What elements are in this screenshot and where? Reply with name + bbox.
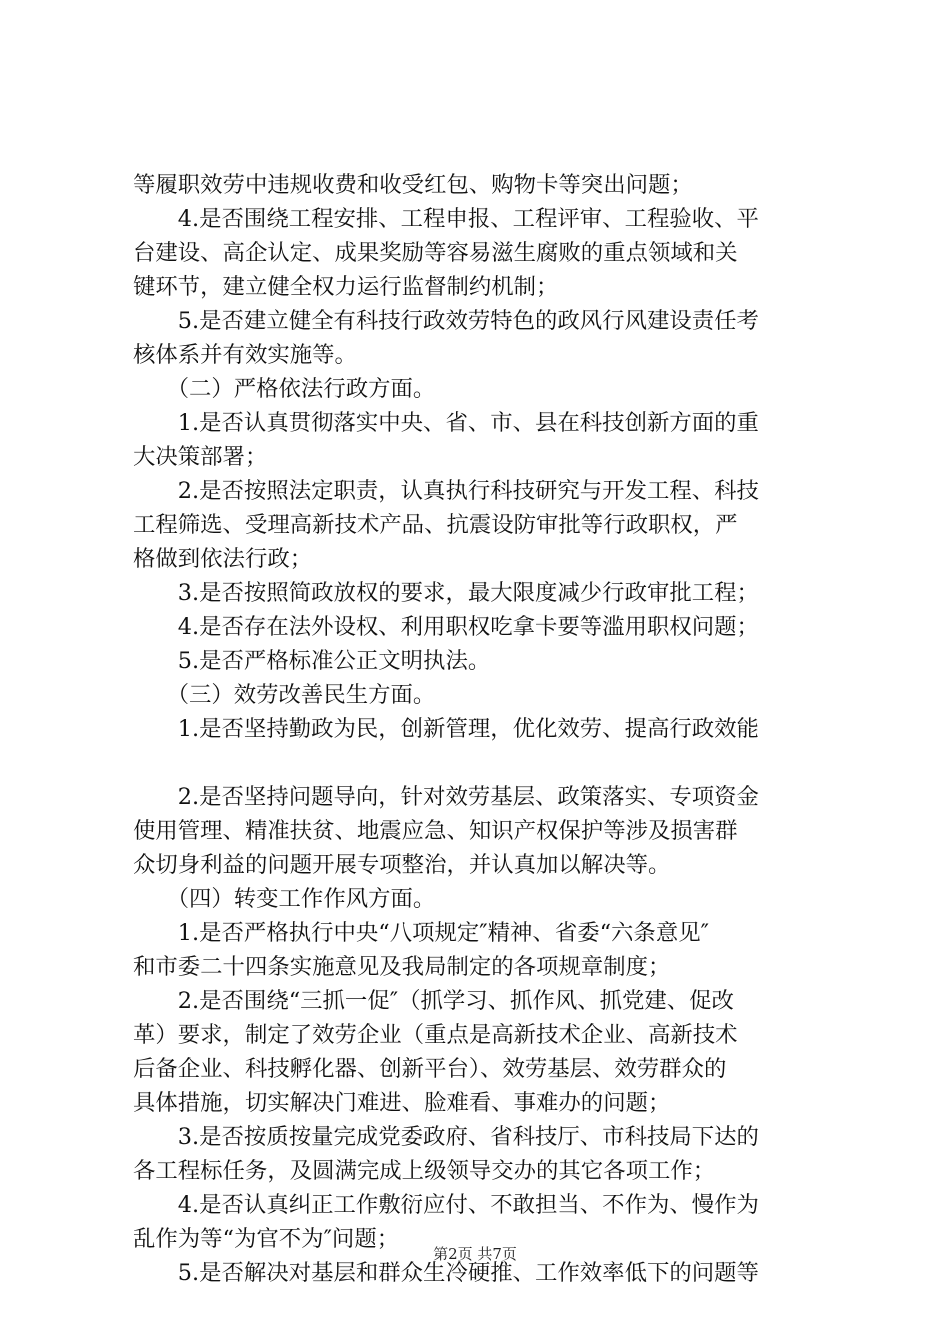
text-line: 键环节，建立健全权力运行监督制约机制；	[133, 274, 559, 300]
section-heading: （二）严格依法行政方面。	[133, 376, 436, 402]
text-line: 后备企业、科技孵化器、创新平台）、效劳基层、效劳群众的	[133, 1056, 727, 1082]
text-line: 各工程标任务，及圆满完成上级领导交办的其它各项工作；	[133, 1158, 716, 1184]
text-line: 1.是否严格执行中央“八项规定″精神、省委“六条意见″	[133, 920, 709, 946]
text-line: 3.是否按质按量完成党委政府、省科技厅、市科技局下达的	[133, 1124, 759, 1150]
text-line: 5.是否严格标准公正文明执法。	[133, 648, 491, 674]
section-heading: （四）转变工作作风方面。	[133, 886, 436, 912]
text-line: 5.是否建立健全有科技行政效劳特色的政风行风建设责任考	[133, 308, 759, 334]
text-line: 台建设、高企认定、成果奖励等容易滋生腐败的重点领域和关	[133, 240, 738, 266]
text-line: 核体系并有效实施等。	[133, 342, 357, 368]
text-line: 2.是否坚持问题导向，针对效劳基层、政策落实、专项资金	[133, 784, 759, 810]
text-line: 大决策部署；	[133, 444, 268, 470]
text-line: 和市委二十四条实施意见及我局制定的各项规章制度；	[133, 954, 671, 980]
text-line: 革）要求，制定了效劳企业（重点是高新技术企业、高新技术	[133, 1022, 738, 1048]
text-line: 工程筛选、受理高新技术产品、抗震设防审批等行政职权，严	[133, 512, 738, 538]
text-line: 1.是否认真贯彻落实中央、省、市、县在科技创新方面的重	[133, 410, 759, 436]
text-line: 使用管理、精准扶贫、地震应急、知识产权保护等涉及损害群	[133, 818, 738, 844]
text-line: 2.是否围绕“三抓一促″（抓学习、抓作风、抓党建、促改	[133, 988, 734, 1014]
document-body	[133, 168, 833, 1290]
page-number: 第2页 共7页	[433, 1245, 517, 1263]
text-line: 2.是否按照法定职责，认真执行科技研究与开发工程、科技	[133, 478, 759, 504]
text-line: 格做到依法行政；	[133, 546, 313, 572]
text-line: 众切身利益的问题开展专项整治，并认真加以解决等。	[133, 852, 671, 878]
text-line: 乱作为等“为官不为″问题；	[133, 1226, 400, 1252]
text-line: 等履职效劳中违规收费和收受红包、购物卡等突出问题；	[133, 172, 693, 198]
text-line: 3.是否按照简政放权的要求，最大限度减少行政审批工程；	[133, 580, 759, 606]
text-line: 1.是否坚持勤政为民，创新管理，优化效劳、提高行政效能	[133, 716, 759, 742]
section-heading: （三）效劳改善民生方面。	[133, 682, 436, 708]
text-line: 4.是否围绕工程安排、工程申报、工程评审、工程验收、平	[133, 206, 759, 232]
blank-line	[133, 746, 833, 780]
text-line: 具体措施，切实解决门难进、脸难看、事难办的问题；	[133, 1090, 671, 1116]
text-line: 4.是否认真纠正工作敷衍应付、不敢担当、不作为、慢作为	[133, 1192, 759, 1218]
text-line: 5.是否解决对基层和群众生冷硬推、工作效率低下的问题等	[133, 1260, 759, 1286]
text-line: 4.是否存在法外设权、利用职权吃拿卡要等滥用职权问题；	[133, 614, 759, 640]
